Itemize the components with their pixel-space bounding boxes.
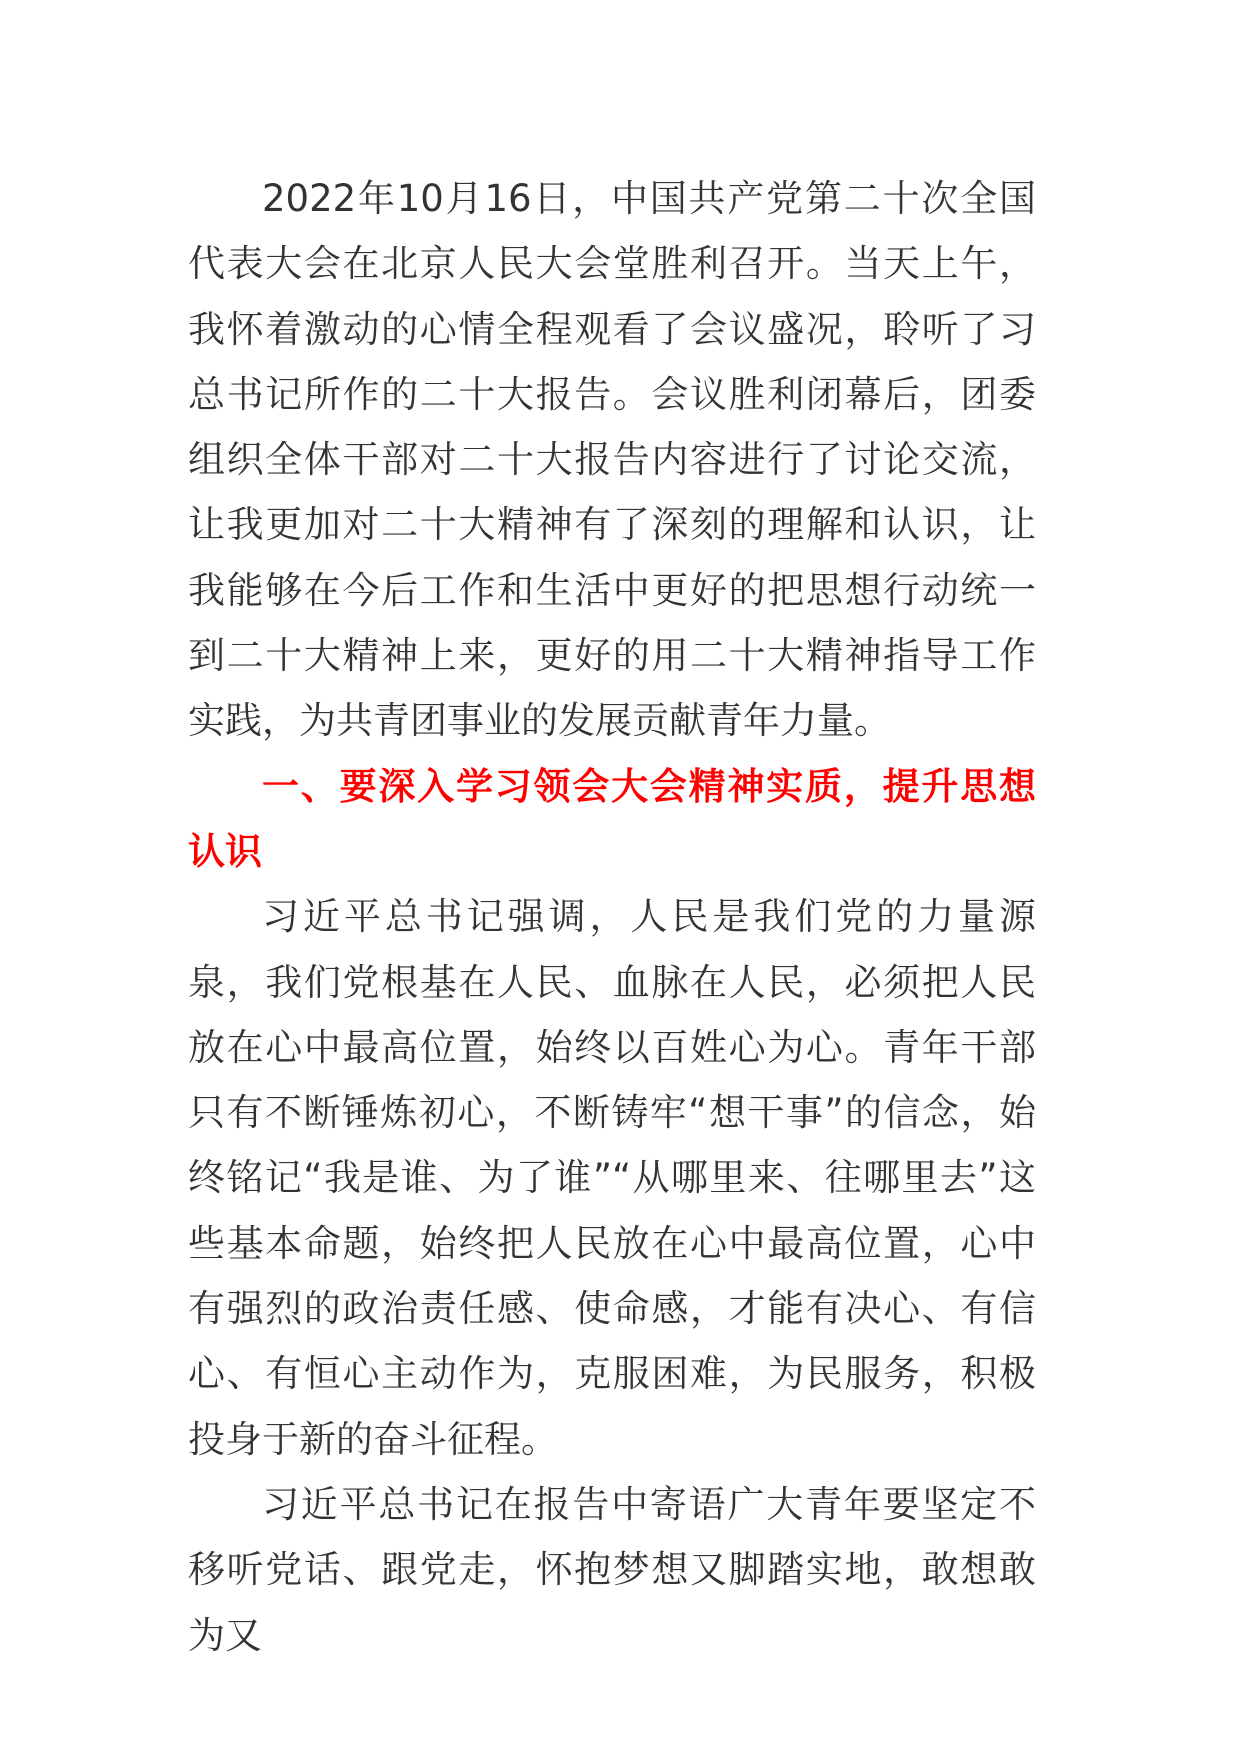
paragraph-section-1-body: 习近平总书记强调，人民是我们党的力量源泉，我们党根基在人民、血脉在人民，必须把人民放在心中最高位置，始终以百姓心为心。青年干部只有不断锤炼初心，不断铸牢“想干事”的信念，始终铭记“我是谁、为了谁”“从哪里来、往哪里去”这些基本命题，始终把人民放在心中最高位置，心中有强烈的政治责任感、使命感，才能有决心、有信心、有恒心主动作为，克服困难，为民服务，积极投身于新的奋斗征程。	[188, 895, 1036, 1461]
document-body	[188, 166, 1036, 1668]
section-heading-1: 一、要深入学习领会大会精神实质，提升思想认识	[188, 764, 1036, 873]
paragraph-section-1-continued: 习近平总书记在报告中寄语广大青年要坚定不移听党话、跟党走，怀抱梦想又脚踏实地，敢想敢为又	[188, 1482, 1036, 1657]
paragraph-intro: 2022年10月16日，中国共产党第二十次全国代表大会在北京人民大会堂胜利召开。当天上午，我怀着激动的心情全程观看了会议盛况，聆听了习总书记所作的二十大报告。会议胜利闭幕后，团委组织全体干部对二十大报告内容进行了讨论交流，让我更加对二十大精神有了深刻的理解和认识，让我能够在今后工作和生活中更好的把思想行动统一到二十大精神上来，更好的用二十大精神指导工作实践，为共青团事业的发展贡献青年力量。	[188, 177, 1036, 743]
